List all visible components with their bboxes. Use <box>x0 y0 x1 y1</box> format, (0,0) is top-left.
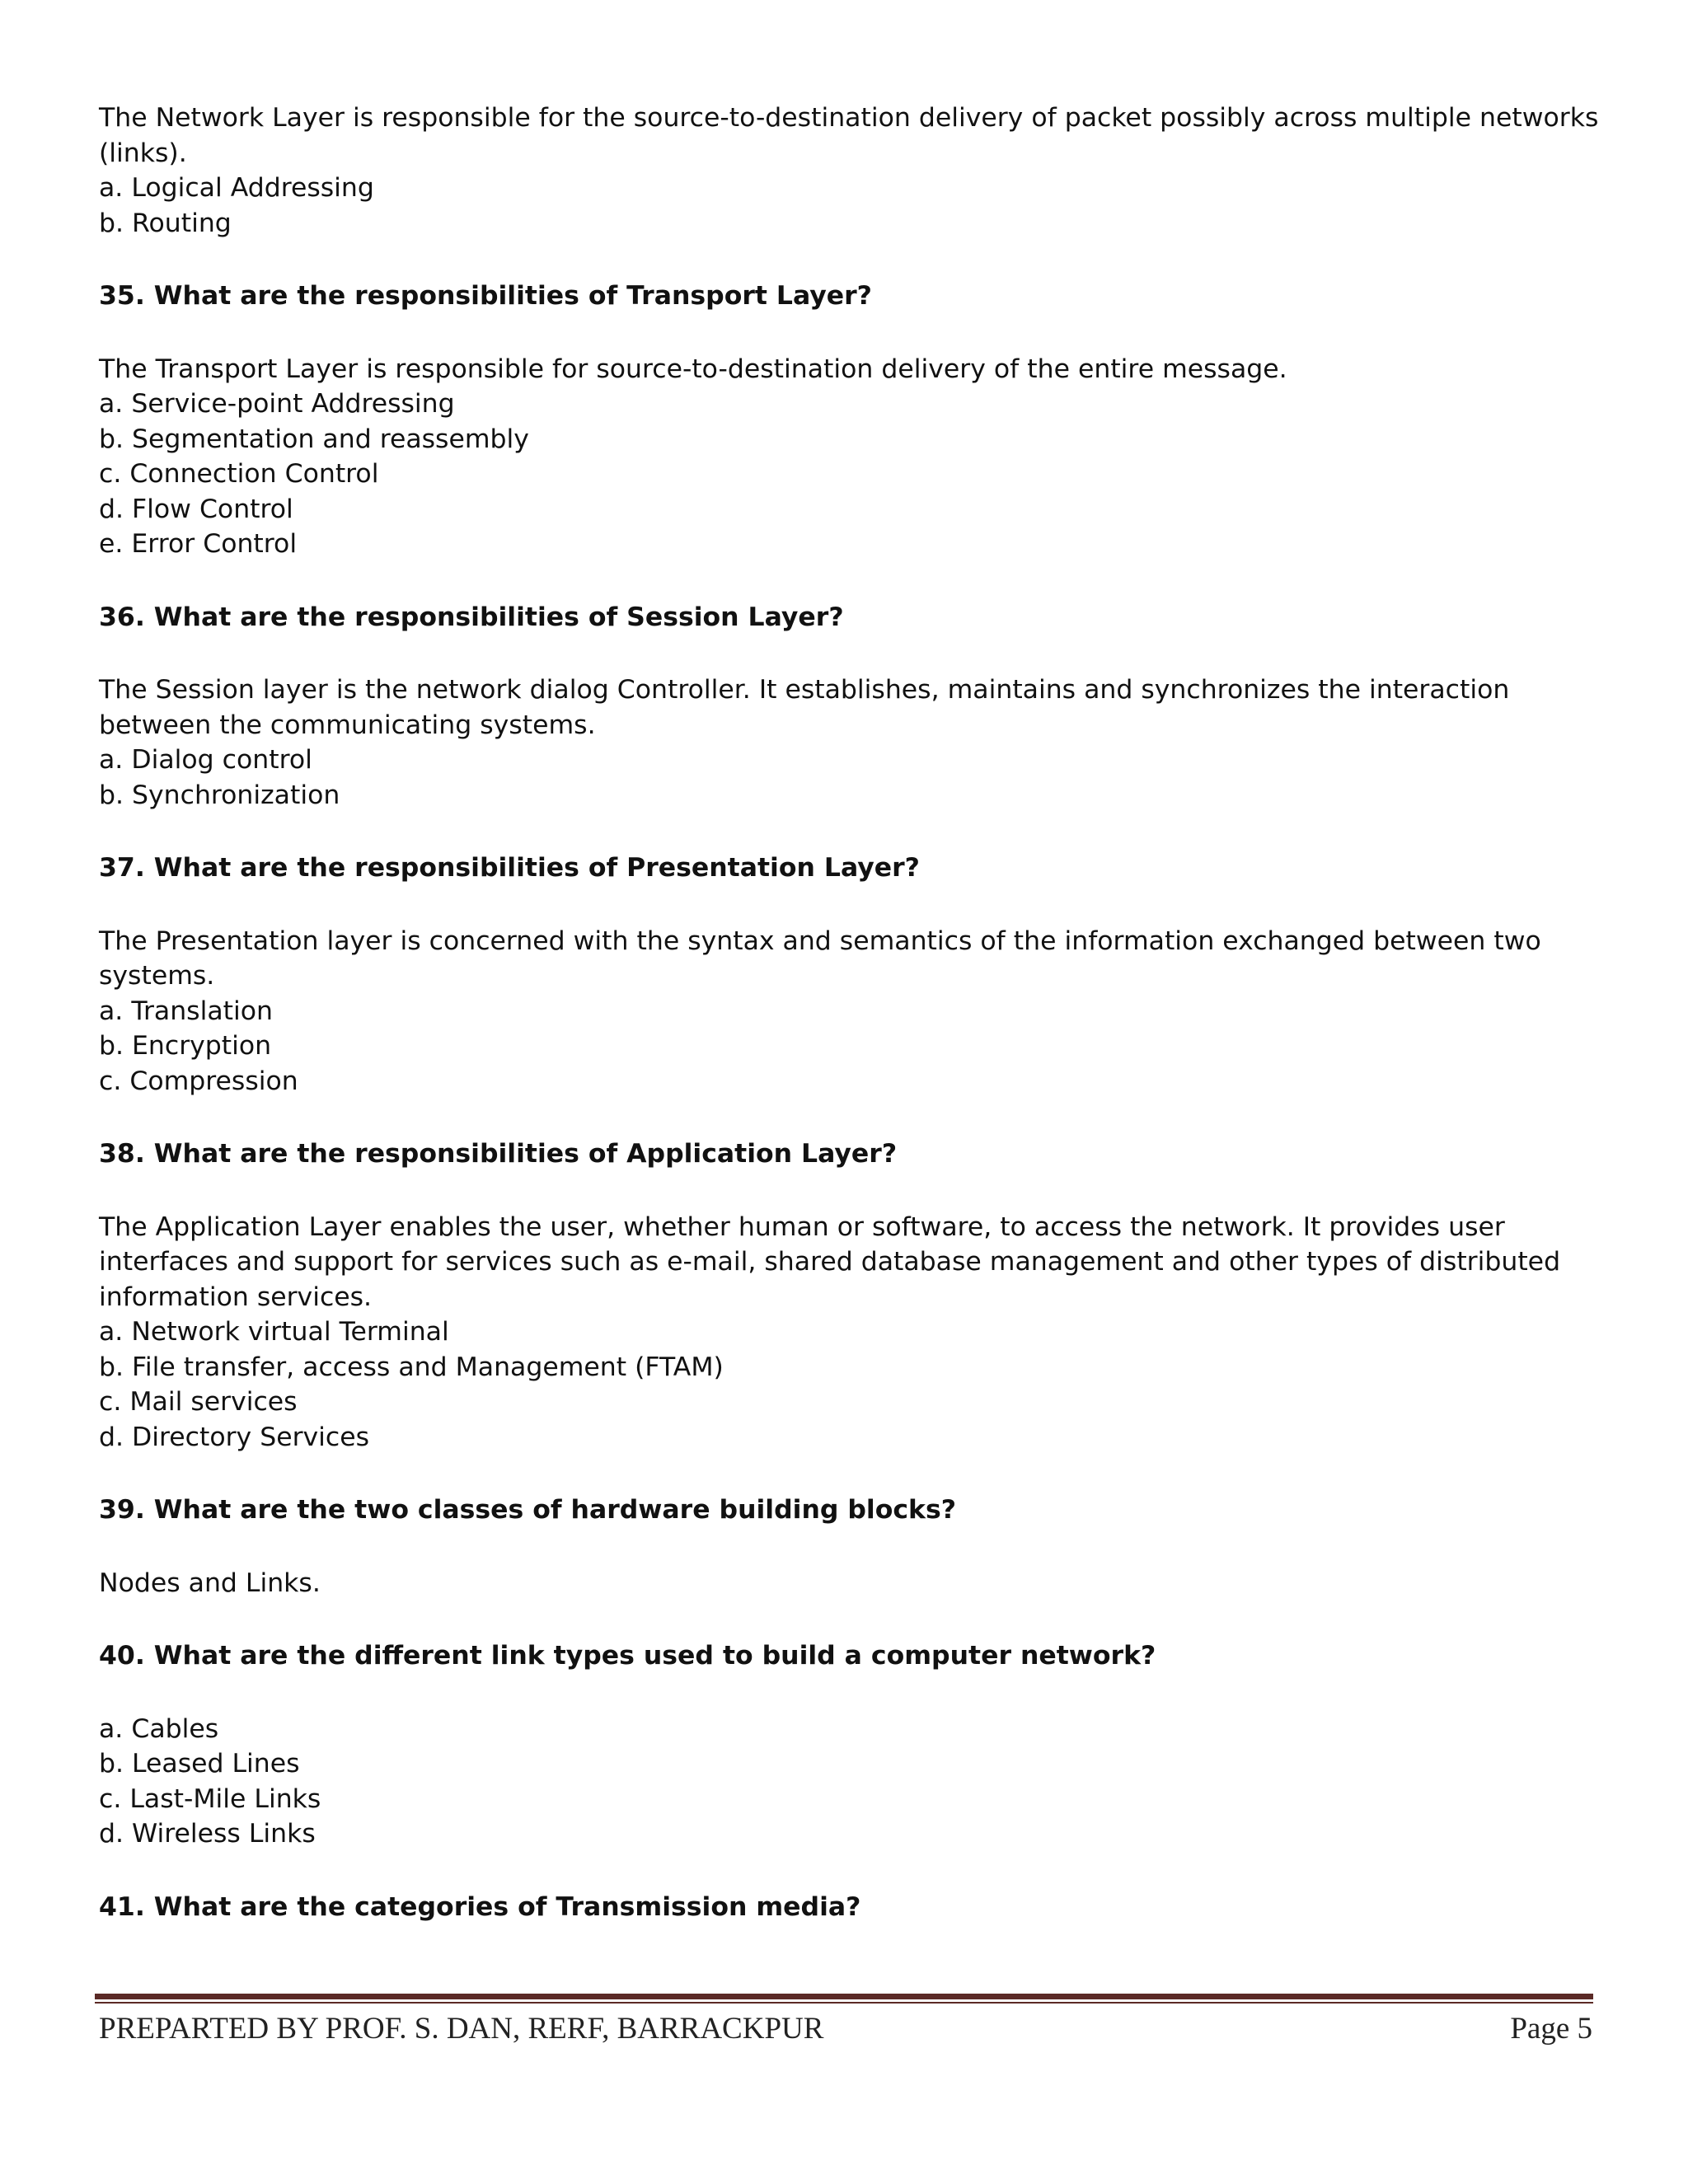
answer-38-item: d. Directory Services <box>99 1422 370 1452</box>
answer-40-item: c. Last-Mile Links <box>99 1783 321 1814</box>
intro-item-b: b. Routing <box>99 208 232 238</box>
answer-40-item: a. Cables <box>99 1713 219 1744</box>
document-body <box>99 101 1599 1924</box>
question-40: 40. What are the different link types used to build a computer network? <box>99 1641 1156 1671</box>
answer-35-text: The Transport Layer is responsible for source-to-destination delivery of the entire message. <box>99 354 1287 384</box>
question-35: 35. What are the responsibilities of Transport Layer? <box>99 281 872 311</box>
answer-35-item: e. Error Control <box>99 529 298 559</box>
footer-divider <box>95 1994 1593 2004</box>
footer-page-number: Page 5 <box>1510 2012 1592 2046</box>
answer-40-item: b. Leased Lines <box>99 1749 300 1779</box>
answer-35-item: b. Segmentation and reassembly <box>99 424 529 454</box>
intro-paragraph: The Network Layer is responsible for the source-to-destination delivery of packet possibly across multiple networks (links). <box>99 103 1599 168</box>
question-38: 38. What are the responsibilities of Application Layer? <box>99 1139 898 1169</box>
answer-36-item: a. Dialog control <box>99 745 312 775</box>
question-41: 41. What are the categories of Transmission media? <box>99 1891 861 1922</box>
answer-38-item: a. Network virtual Terminal <box>99 1317 449 1347</box>
question-39: 39. What are the two classes of hardware building blocks? <box>99 1495 957 1525</box>
answer-38-text: The Application Layer enables the user, whether human or software, to access the network. It provides user interfaces and support for services such as e-mail, shared database management and other types of distributed information services. <box>99 1212 1561 1312</box>
answer-35-item: d. Flow Control <box>99 494 293 524</box>
question-37: 37. What are the responsibilities of Presentation Layer? <box>99 853 920 883</box>
intro-item-a: a. Logical Addressing <box>99 173 374 203</box>
answer-36-item: b. Synchronization <box>99 780 340 810</box>
answer-40-item: d. Wireless Links <box>99 1819 316 1849</box>
answer-37-text: The Presentation layer is concerned with the syntax and semantics of the information exchanged between two systems. <box>99 926 1541 991</box>
answer-39-text: Nodes and Links. <box>99 1568 321 1598</box>
answer-37-item: c. Compression <box>99 1066 298 1096</box>
answer-37-item: b. Encryption <box>99 1031 272 1061</box>
answer-37-item: a. Translation <box>99 996 273 1026</box>
answer-38-item: b. File transfer, access and Management (FTAM) <box>99 1352 724 1382</box>
answer-38-item: c. Mail services <box>99 1387 298 1417</box>
intro-block <box>99 101 1599 241</box>
answer-36-text: The Session layer is the network dialog Controller. It establishes, maintains and synchronizes the interaction between the communicating systems. <box>99 675 1510 740</box>
footer-author: PREPARTED BY PROF. S. DAN, RERF, BARRACKPUR <box>99 2012 824 2046</box>
answer-35-item: a. Service-point Addressing <box>99 389 455 419</box>
answer-35-item: c. Connection Control <box>99 459 379 489</box>
question-36: 36. What are the responsibilities of Session Layer? <box>99 602 844 632</box>
